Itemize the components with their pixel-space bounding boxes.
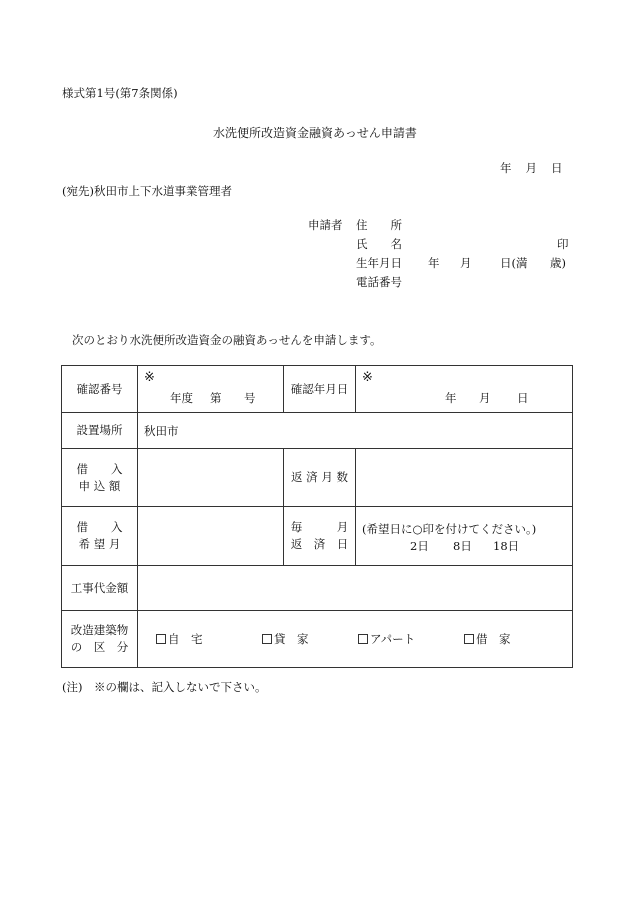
repay-day-option[interactable]: 8日	[453, 539, 472, 553]
birth-day: 日(満	[500, 256, 528, 270]
building-option-label: 借 家	[476, 632, 511, 646]
seal-mark: 印	[557, 237, 569, 251]
checkbox-icon[interactable]	[156, 634, 166, 644]
loan-amount-field	[138, 449, 284, 507]
loan-amount-line1: 借 入	[76, 461, 123, 476]
repay-months-label: 返 済 月 数	[284, 449, 356, 507]
desired-month-line1: 借 入	[76, 520, 123, 534]
location-label: 設置場所	[62, 413, 138, 449]
confirm-number-cell	[138, 366, 284, 413]
building-type-line1: 改造建築物	[70, 623, 129, 637]
applicant-address-row	[308, 216, 570, 235]
building-option-label: アパート	[370, 632, 416, 646]
confirm-date-label: 確認年月日	[284, 366, 356, 413]
birth-year: 年	[428, 256, 440, 270]
building-option-rented-house[interactable]	[464, 631, 511, 647]
repay-day-option[interactable]: 2日	[410, 539, 429, 553]
birth-label: 生年月日	[356, 256, 402, 270]
confirm-number-dai: 第	[210, 391, 222, 405]
building-option-label: 貸 家	[274, 632, 309, 646]
document-title: 水洗便所改造資金融資あっせん申請書	[213, 126, 417, 140]
applicant-name-row	[308, 235, 570, 254]
form-number: 様式第1号(第7条関係)	[62, 86, 178, 100]
date-month: 月	[525, 161, 537, 175]
confirm-number-go: 号	[244, 391, 256, 405]
confirm-number-mark: ※	[144, 370, 155, 385]
confirm-number-year: 年度	[170, 391, 193, 405]
address-label: 住 所	[356, 218, 402, 232]
confirm-date-month: 月	[479, 391, 491, 405]
name-label: 氏 名	[356, 237, 402, 251]
building-type-label	[62, 611, 138, 668]
confirm-date-mark: ※	[362, 370, 373, 385]
confirm-date-cell	[356, 366, 573, 413]
building-option-apartment[interactable]	[358, 631, 415, 647]
applicant-block	[308, 216, 570, 292]
building-type-options	[138, 611, 573, 668]
table-row-location	[62, 413, 573, 449]
confirm-date-day: 日	[517, 391, 529, 405]
checkbox-icon[interactable]	[464, 634, 474, 644]
applicant-phone-row	[308, 273, 570, 292]
building-option-own-home[interactable]	[156, 631, 203, 647]
applicant-label: 申請者	[308, 218, 343, 232]
checkbox-icon[interactable]	[358, 634, 368, 644]
repay-months-field	[356, 449, 573, 507]
location-value: 秋田市	[138, 413, 573, 449]
addressee: (宛先)秋田市上下水道事業管理者	[62, 184, 232, 198]
checkbox-icon[interactable]	[262, 634, 272, 644]
repay-day-label	[284, 507, 356, 566]
repay-day-cell	[356, 507, 573, 566]
table-row-desired-month	[62, 507, 573, 566]
loan-amount-line2: 申 込 額	[78, 478, 121, 493]
repay-day-note: (希望日に○印を付けてください。)	[362, 522, 537, 536]
date-year: 年	[500, 161, 512, 175]
intro-text: 次のとおり水洗便所改造資金の融資あっせんを申請します。	[72, 333, 382, 347]
submission-date	[500, 160, 563, 176]
table-row-building-type	[62, 611, 573, 668]
repay-day-line2: 返 済 日	[290, 537, 349, 551]
phone-label: 電話番号	[356, 275, 402, 289]
construction-cost-label: 工事代金額	[62, 566, 138, 611]
age-label: 歳)	[550, 256, 566, 270]
table-row-loan-amount	[62, 449, 573, 507]
confirm-date-year: 年	[445, 391, 457, 405]
building-type-line2: の 区 分	[70, 640, 129, 654]
footnote: (注) ※の欄は、記入しないで下さい。	[62, 680, 267, 694]
desired-month-line2: 希 望 月	[78, 537, 121, 551]
birth-month: 月	[460, 256, 472, 270]
construction-cost-field	[138, 566, 573, 611]
repay-day-option[interactable]: 18日	[493, 539, 520, 553]
loan-amount-label	[62, 449, 138, 507]
applicant-birth-row	[308, 254, 570, 273]
table-row-confirm	[62, 366, 573, 413]
repay-day-line1: 毎 月	[290, 520, 349, 534]
table-row-construction-cost	[62, 566, 573, 611]
confirm-number-label: 確認番号	[62, 366, 138, 413]
building-option-label: 自 宅	[168, 632, 203, 646]
desired-month-label	[62, 507, 138, 566]
building-option-rental-house[interactable]	[262, 631, 309, 647]
application-table	[61, 365, 573, 668]
date-day: 日	[551, 161, 563, 175]
desired-month-field	[138, 507, 284, 566]
